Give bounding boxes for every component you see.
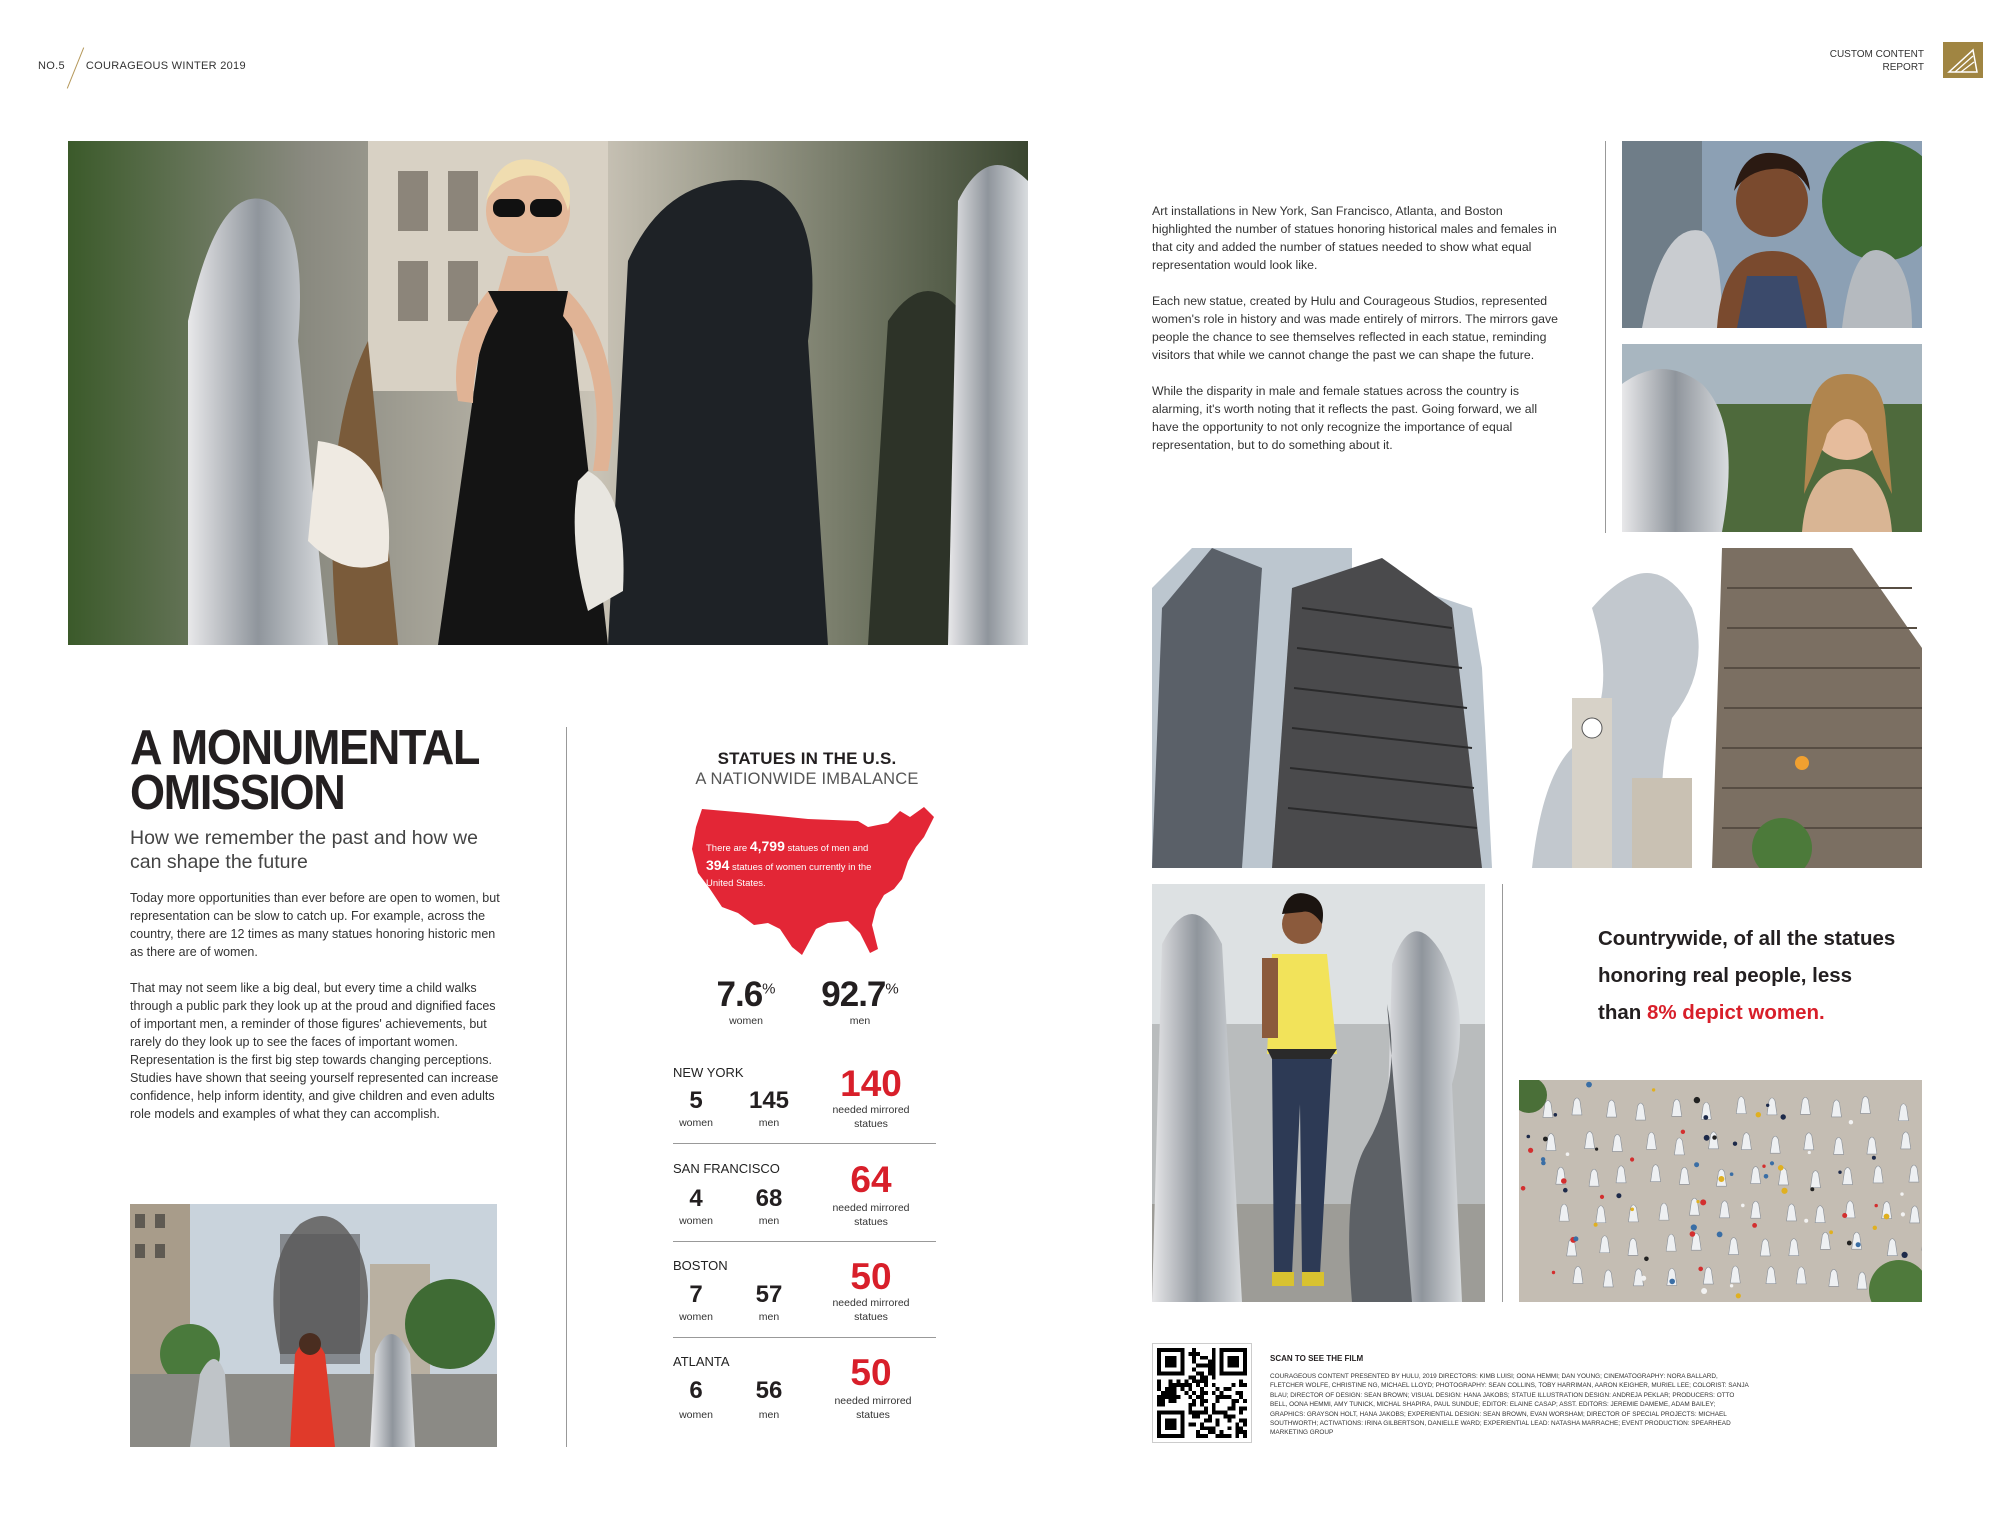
- map-text-men-word: men and: [831, 843, 869, 854]
- map-text-tail: currently in the United States.: [706, 862, 872, 889]
- city-men-label: men: [758, 1409, 780, 1421]
- portrait-photo-smiling-woman: [1622, 141, 1922, 328]
- city-men-count: 145: [748, 1087, 790, 1114]
- title-line-2: OMISSION: [130, 766, 345, 820]
- city-name: ATLANTA: [673, 1354, 730, 1369]
- men-percentage: 92.7%: [821, 975, 899, 1014]
- city-men-count: 57: [755, 1281, 783, 1308]
- city-men-label: men: [758, 1311, 780, 1323]
- issue-header: [38, 44, 246, 88]
- infographic-heading: STATUES IN THE U.S.: [717, 749, 897, 768]
- city-needed-count: 140: [840, 1063, 902, 1104]
- women-percentage-label: women: [729, 1015, 763, 1027]
- women-percentage: 7.6%: [716, 975, 776, 1014]
- pull-quote-highlight: 8% depict women.: [1646, 1001, 1825, 1024]
- production-credits: COURAGEOUS CONTENT PRESENTED BY HULU, 2019 DIRECTORS: KIMB LUISI; OONA HEMMI; DAN YOUNG; CINEMATOGRAPHY: NORA BALLARD, FLETCHER WOLFE, CHRISTINE NG, MICHAEL LLOYD; PHOTOGRAPHY: SEAN COLLINS, TOBY HARRIMAN, AARON KEIGHER, MURIEL LEE; COLORIST: SANJA BLAU; DIRECTOR OF DESIGN: SEAN BROWN; VISUAL DESIGN: HANA JAKOBS; STATUE ILLUSTRATION DESIGN: ANDREJA PEKLAR; PRODUCERS: OTTO BELL, OONA HEMMI, AMY TUNICK, MICHAL SHAPIRA, PAUL SUNDUE; EDITOR: ELAINE CASAP; ASST. EDITORS: JEREMIE DAMEME, ADAM BAILEY; GRAPHICS: GRAYSON HOLT, HANA JAKOBS; EXPERIENTIAL DESIGN: SEAN BROWN, EVAN WORSHAM; DIRECTOR OF SPECIAL PROJECTS: MICHAEL SOUTHWORTH; ACTIVATIONS: IRINA GILBERTSON, DANIELLE WARD; EXPERIENTIAL LEAD: NATASHA MARRACHE; EVENT PRODUCTION: SPEARHEAD MARKETING GROUP: [1270, 1373, 1749, 1437]
- city-men-label: men: [758, 1215, 780, 1227]
- right-paragraph: Art installations in New York, San Francisco, Atlanta, and Boston highlighted the number of statues honoring historical males and females in that city and added the number of statues needed to show what equal representation would look like.: [1152, 204, 1557, 272]
- article-paragraph: That may not seem like a big deal, but every time a child walks through a public park they look up at the proud and dignified faces of important men, a reminder of those figures' achievements, but rarely do they look up to see the faces of important women. Representation is the first big step towards changing perceptions. Studies have shown that seeing yourself represented can increase confidence, help inform identity, and give children and even adults role models and examples of what they can accomplish.: [130, 981, 499, 1121]
- city-needed-label: needed mirrored statues: [832, 1297, 910, 1323]
- qr-code-icon[interactable]: [1152, 1343, 1252, 1443]
- pull-quote: [1598, 920, 1898, 1031]
- men-statue-count: 4,799: [749, 838, 785, 854]
- right-page-body: [1152, 202, 1558, 472]
- city-name: SAN FRANCISCO: [673, 1161, 780, 1176]
- city-needed-label: needed mirrored statues: [832, 1104, 910, 1130]
- aerial-photo-plaza-statues: [1519, 1080, 1922, 1302]
- city-needed-count: 50: [850, 1256, 892, 1297]
- city-divider: [673, 1143, 936, 1144]
- city-needed-label: needed mirrored statues: [834, 1395, 912, 1421]
- article-paragraph: Today more opportunities than ever before are open to women, but representation can be slow to catch up. For example, across the country, there are 12 times as many statues honoring historic men as there are of women.: [130, 891, 500, 959]
- publication-name: COURAGEOUS WINTER 2019: [85, 60, 246, 72]
- report-label-line1: CUSTOM CONTENT: [1829, 49, 1924, 60]
- report-label-line2: REPORT: [1882, 62, 1924, 73]
- city-needed-count: 64: [850, 1159, 892, 1200]
- right-paragraph: Each new statue, created by Hulu and Courageous Studios, represented women's role in history and was made entirely of mirrors. The mirrors gave people the chance to see themselves reflected in each statue, reminding visitors that while we cannot change the past we can shape the future.: [1152, 294, 1559, 362]
- map-text-women-suffix: statues of women: [732, 862, 807, 873]
- hero-photo-woman-mirrored-statues: [68, 141, 1028, 645]
- city-divider: [673, 1337, 936, 1338]
- title-line-1: A MONUMENTAL: [130, 721, 480, 775]
- women-statue-count: 394: [706, 857, 730, 873]
- city-needed-count: 50: [850, 1352, 892, 1393]
- city-block-san-francisco: [673, 1159, 936, 1247]
- right-top-divider: [1605, 141, 1606, 533]
- city-men-label: men: [758, 1117, 780, 1129]
- header-divider: [67, 47, 84, 88]
- city-name: NEW YORK: [673, 1065, 744, 1080]
- photo-buildings-through-statue-cutout: [1152, 548, 1922, 868]
- infographic-subheading: A NATIONWIDE IMBALANCE: [695, 770, 919, 788]
- quote-divider: [1502, 884, 1503, 1302]
- city-block-atlanta: [673, 1352, 936, 1444]
- right-paragraph: While the disparity in male and female statues across the country is alarming, it's worth noting that it reflects the past. Going forward, we all have the opportunity to not only recognize the importance of equal representation, but to do something about it.: [1152, 384, 1538, 452]
- column-divider: [566, 727, 567, 1447]
- city-women-label: women: [679, 1215, 713, 1227]
- city-divider: [673, 1241, 936, 1242]
- men-percentage-block: [808, 975, 912, 1027]
- city-women-label: women: [679, 1117, 713, 1129]
- city-men-count: 68: [755, 1185, 783, 1212]
- report-label: [1830, 48, 1924, 74]
- scan-film-heading: SCAN TO SEE THE FILM: [1270, 1354, 1364, 1363]
- women-percentage-block: [706, 975, 786, 1027]
- city-women-count: 5: [689, 1087, 703, 1114]
- city-block-boston: [673, 1256, 936, 1344]
- city-women-label: women: [679, 1311, 713, 1323]
- city-women-label: women: [679, 1409, 713, 1421]
- article-body: [130, 889, 502, 1141]
- pull-quote-main: Countrywide, of all the statues honoring real people, less than: [1598, 927, 1896, 1024]
- city-needed-label: needed mirrored statues: [832, 1202, 910, 1228]
- street-photo-mirrored-statues: [130, 1204, 497, 1447]
- city-men-count: 56: [755, 1377, 783, 1404]
- photo-woman-yellow-top-among-statues: [1152, 884, 1485, 1302]
- city-block-new-york: [673, 1063, 936, 1151]
- issue-number: NO.5: [38, 60, 65, 72]
- city-name: BOSTON: [673, 1258, 728, 1273]
- article-subtitle: How we remember the past and how we can shape the future: [130, 827, 478, 873]
- map-text-pre: There are: [706, 843, 748, 854]
- city-women-count: 6: [689, 1377, 703, 1404]
- city-women-count: 7: [689, 1281, 703, 1308]
- portrait-photo-woman-reflection: [1622, 344, 1922, 532]
- city-women-count: 4: [689, 1185, 703, 1212]
- map-text-men-suffix: statues of: [787, 843, 829, 854]
- brand-logo-icon: [1943, 42, 1983, 78]
- map-statistics-text: [706, 838, 876, 892]
- men-percentage-label: men: [849, 1015, 871, 1027]
- article-title: [130, 721, 480, 820]
